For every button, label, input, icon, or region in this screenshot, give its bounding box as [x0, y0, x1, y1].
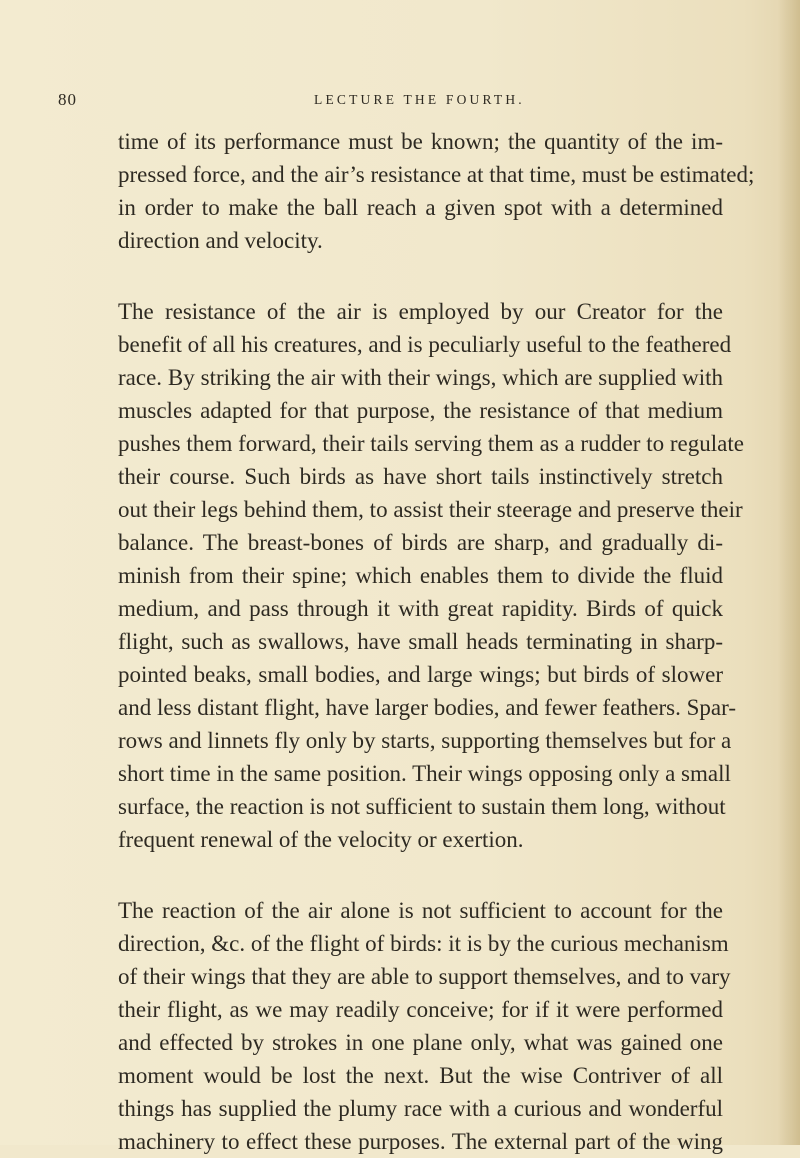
- paragraph-gap: [118, 856, 723, 894]
- paragraph: [118, 125, 755, 257]
- paragraph: [118, 295, 744, 856]
- text-line: of their wings that they are able to support themselves, and to vary: [118, 964, 731, 989]
- text-line: benefit of all his creatures, and is peculiarly useful to the feathered: [118, 332, 732, 357]
- text-line: their course. Such birds as have short tails instinctively stretch: [118, 464, 723, 489]
- text-line: direction, &c. of the flight of birds: it is by the curious mechanism: [118, 931, 729, 956]
- running-head: LECTURE THE FOURTH.: [314, 92, 525, 107]
- text-line: their flight, as we may readily conceive; for if it were performed: [118, 997, 723, 1022]
- text-line: in order to make the ball reach a given spot with a determined: [118, 195, 723, 220]
- text-line: out their legs behind them, to assist their steerage and preserve their: [118, 497, 743, 522]
- body-text: [118, 125, 755, 1158]
- text-line: and effected by strokes in one plane only, what was gained one: [118, 1030, 723, 1055]
- text-line: medium, and pass through it with great rapidity. Birds of quick: [118, 596, 723, 621]
- text-line: pointed beaks, small bodies, and large wings; but birds of slower: [118, 662, 723, 687]
- text-line: time of its performance must be known; the quantity of the im-: [118, 129, 723, 154]
- text-line: moment would be lost the next. But the wise Contriver of all: [118, 1063, 723, 1088]
- text-line: pushes them forward, their tails serving them as a rudder to regulate: [118, 431, 744, 456]
- paragraph-gap: [118, 257, 723, 295]
- text-line: The reaction of the air alone is not sufficient to account for the: [118, 898, 723, 923]
- text-line: rows and linnets fly only by starts, supporting themselves but for a: [118, 728, 732, 753]
- text-line: and less distant flight, have larger bodies, and fewer feathers. Spar-: [118, 695, 736, 720]
- text-line: muscles adapted for that purpose, the resistance of that medium: [118, 398, 723, 423]
- text-line: things has supplied the plumy race with a curious and wonderful: [118, 1096, 723, 1121]
- text-line: pressed force, and the air’s resistance at that time, must be estimated;: [118, 162, 755, 187]
- page-edge-shadow: [778, 0, 800, 1145]
- page-number: 80: [58, 90, 77, 109]
- paragraph: [118, 894, 731, 1158]
- text-line: short time in the same position. Their wings opposing only a small: [118, 761, 731, 786]
- text-line: machinery to effect these purposes. The external part of the wing: [118, 1129, 723, 1154]
- page-header: [0, 90, 800, 114]
- text-line: race. By striking the air with their wings, which are supplied with: [118, 365, 723, 390]
- text-line: frequent renewal of the velocity or exertion.: [118, 827, 524, 852]
- text-line: flight, such as swallows, have small heads terminating in sharp-: [118, 629, 723, 654]
- text-line: balance. The breast-bones of birds are sharp, and gradually di-: [118, 530, 723, 555]
- text-line: surface, the reaction is not sufficient to sustain them long, without: [118, 794, 726, 819]
- text-line: The resistance of the air is employed by our Creator for the: [118, 299, 723, 324]
- text-line: direction and velocity.: [118, 228, 323, 253]
- text-line: minish from their spine; which enables them to divide the fluid: [118, 563, 723, 588]
